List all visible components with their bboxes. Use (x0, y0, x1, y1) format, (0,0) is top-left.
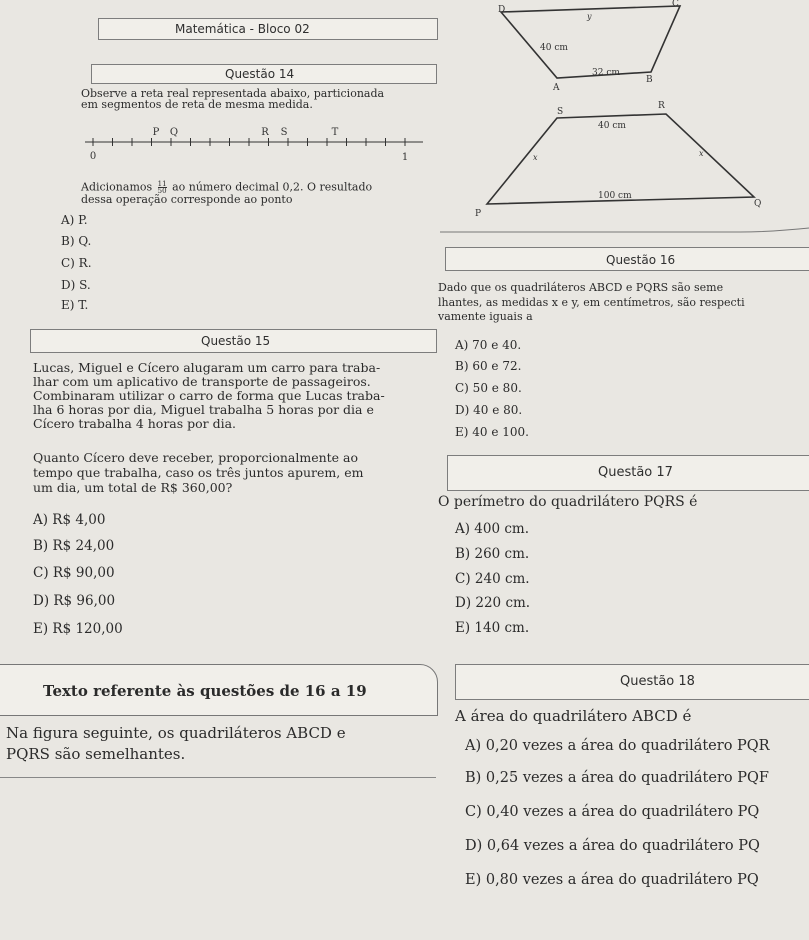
q17-option-e[interactable]: E) 140 cm. (455, 620, 530, 636)
q16-line-3: vamente iguais a (438, 310, 533, 323)
q15-p1-line-2: lhar com um aplicativo de transporte de passageiros. (33, 374, 371, 389)
label-sr: 40 cm (598, 121, 626, 131)
q15-option-c[interactable]: C) R$ 90,00 (33, 565, 115, 581)
label-y: y (587, 12, 592, 21)
q15-p1-line-3: Combinaram utilizar o carro de forma que Lucas traba- (33, 388, 385, 403)
q14-option-d[interactable]: D) S. (61, 278, 91, 292)
q16-option-e[interactable]: E) 40 e 100. (455, 425, 529, 439)
q16-line-1: Dado que os quadriláteros ABCD e PQRS são seme (438, 281, 724, 294)
axis-label-0: 0 (89, 151, 97, 162)
number-line (75, 122, 435, 166)
q18-option-c[interactable]: C) 0,40 vezes a área do quadrilátero PQ (465, 804, 760, 820)
axis-label-1: 1 (401, 152, 409, 163)
q15-option-a[interactable]: A) R$ 4,00 (33, 512, 106, 528)
q17-title: Questão 17 (598, 465, 673, 480)
texto-line-1: Na figura seguinte, os quadriláteros ABCD e (6, 724, 346, 742)
q14-option-b[interactable]: B) Q. (61, 234, 92, 248)
axis-label-q: Q (169, 127, 179, 138)
q16-line-2: lhantes, as medidas x e y, em centímetros, são respecti (438, 296, 745, 309)
q16-option-d[interactable]: D) 40 e 80. (455, 403, 523, 417)
label-c: C (672, 0, 679, 9)
q15-p1-line-5: Cícero trabalha 4 horas por dia. (33, 416, 237, 431)
q14-option-e[interactable]: E) T. (61, 298, 89, 312)
q17-option-d[interactable]: D) 220 cm. (455, 595, 531, 611)
q14-title: Questão 14 (225, 67, 295, 81)
q14-stmt-1b: ao número decimal 0,2. O resultado (172, 180, 373, 194)
label-x-right: x (699, 149, 704, 158)
q16-option-c[interactable]: C) 50 e 80. (455, 381, 522, 395)
q15-option-e[interactable]: E) R$ 120,00 (33, 621, 123, 637)
q15-title: Questão 15 (201, 334, 271, 348)
label-q: Q (754, 199, 762, 209)
label-pq: 100 cm (598, 191, 632, 201)
q14-intro-2: em segmentos de reta de mesma medida. (81, 98, 313, 111)
label-p: P (475, 209, 482, 219)
q15-option-d[interactable]: D) R$ 96,00 (33, 593, 116, 609)
q14-option-a[interactable]: A) P. (61, 213, 88, 227)
q15-p2-line-2: tempo que trabalha, caso os três juntos apurem, em (33, 465, 364, 480)
q14-intro-1: Observe a reta real representada abaixo, particionada (81, 87, 385, 100)
axis-label-s: S (280, 127, 288, 138)
q16-option-b[interactable]: B) 60 e 72. (455, 359, 522, 373)
q17-option-a[interactable]: A) 400 cm. (455, 521, 530, 537)
label-x-left: x (533, 153, 538, 162)
fraction-denominator: 50 (157, 187, 167, 195)
q18-option-b[interactable]: B) 0,25 vezes a área do quadrilátero PQF (465, 770, 769, 786)
label-s: S (557, 107, 564, 117)
label-d: D (498, 5, 506, 15)
texto-divider (0, 777, 436, 778)
axis-label-t: T (331, 127, 339, 138)
q15-p2-line-3: um dia, um total de R$ 360,00? (33, 480, 233, 495)
fraction-numerator: 11 (157, 180, 167, 188)
q16-title: Questão 16 (606, 253, 676, 267)
q17-option-c[interactable]: C) 240 cm. (455, 571, 530, 587)
similar-quadrilaterals-figure (440, 0, 809, 240)
q18-option-e[interactable]: E) 0,80 vezes a área do quadrilátero PQ (465, 872, 759, 888)
q14-stmt-1a: Adicionamos (81, 180, 153, 194)
q15-p1-line-1: Lucas, Miguel e Cícero alugaram um carro para traba- (33, 360, 381, 375)
q15-p2-line-1: Quanto Cícero deve receber, proporcionalmente ao (33, 450, 359, 465)
q15-option-b[interactable]: B) R$ 24,00 (33, 538, 115, 554)
label-b: B (646, 75, 653, 85)
label-a: A (553, 83, 560, 93)
label-r: R (658, 101, 665, 111)
texto-title: Texto referente às questões de 16 a 19 (43, 682, 367, 700)
q15-p1-line-4: lha 6 horas por dia, Miguel trabalha 5 horas por dia e (33, 402, 374, 417)
q17-option-b[interactable]: B) 260 cm. (455, 546, 530, 562)
q17-stem: O perímetro do quadrilátero PQRS é (438, 494, 698, 510)
q14-option-c[interactable]: C) R. (61, 256, 92, 270)
q18-option-d[interactable]: D) 0,64 vezes a área do quadrilátero PQ (465, 838, 760, 854)
q14-statement-2: dessa operação corresponde ao ponto (81, 193, 293, 206)
q18-option-a[interactable]: A) 0,20 vezes a área do quadrilátero PQR (465, 738, 770, 754)
axis-label-r: R (261, 127, 269, 138)
label-ab: 32 cm (592, 68, 620, 78)
page-title: Matemática - Bloco 02 (175, 22, 310, 36)
q18-title: Questão 18 (620, 674, 695, 689)
axis-label-p: P (152, 127, 160, 138)
label-ad: 40 cm (540, 43, 568, 53)
q16-option-a[interactable]: A) 70 e 40. (455, 338, 522, 352)
texto-line-2: PQRS são semelhantes. (6, 745, 186, 763)
q18-stem: A área do quadrilátero ABCD é (455, 707, 692, 725)
